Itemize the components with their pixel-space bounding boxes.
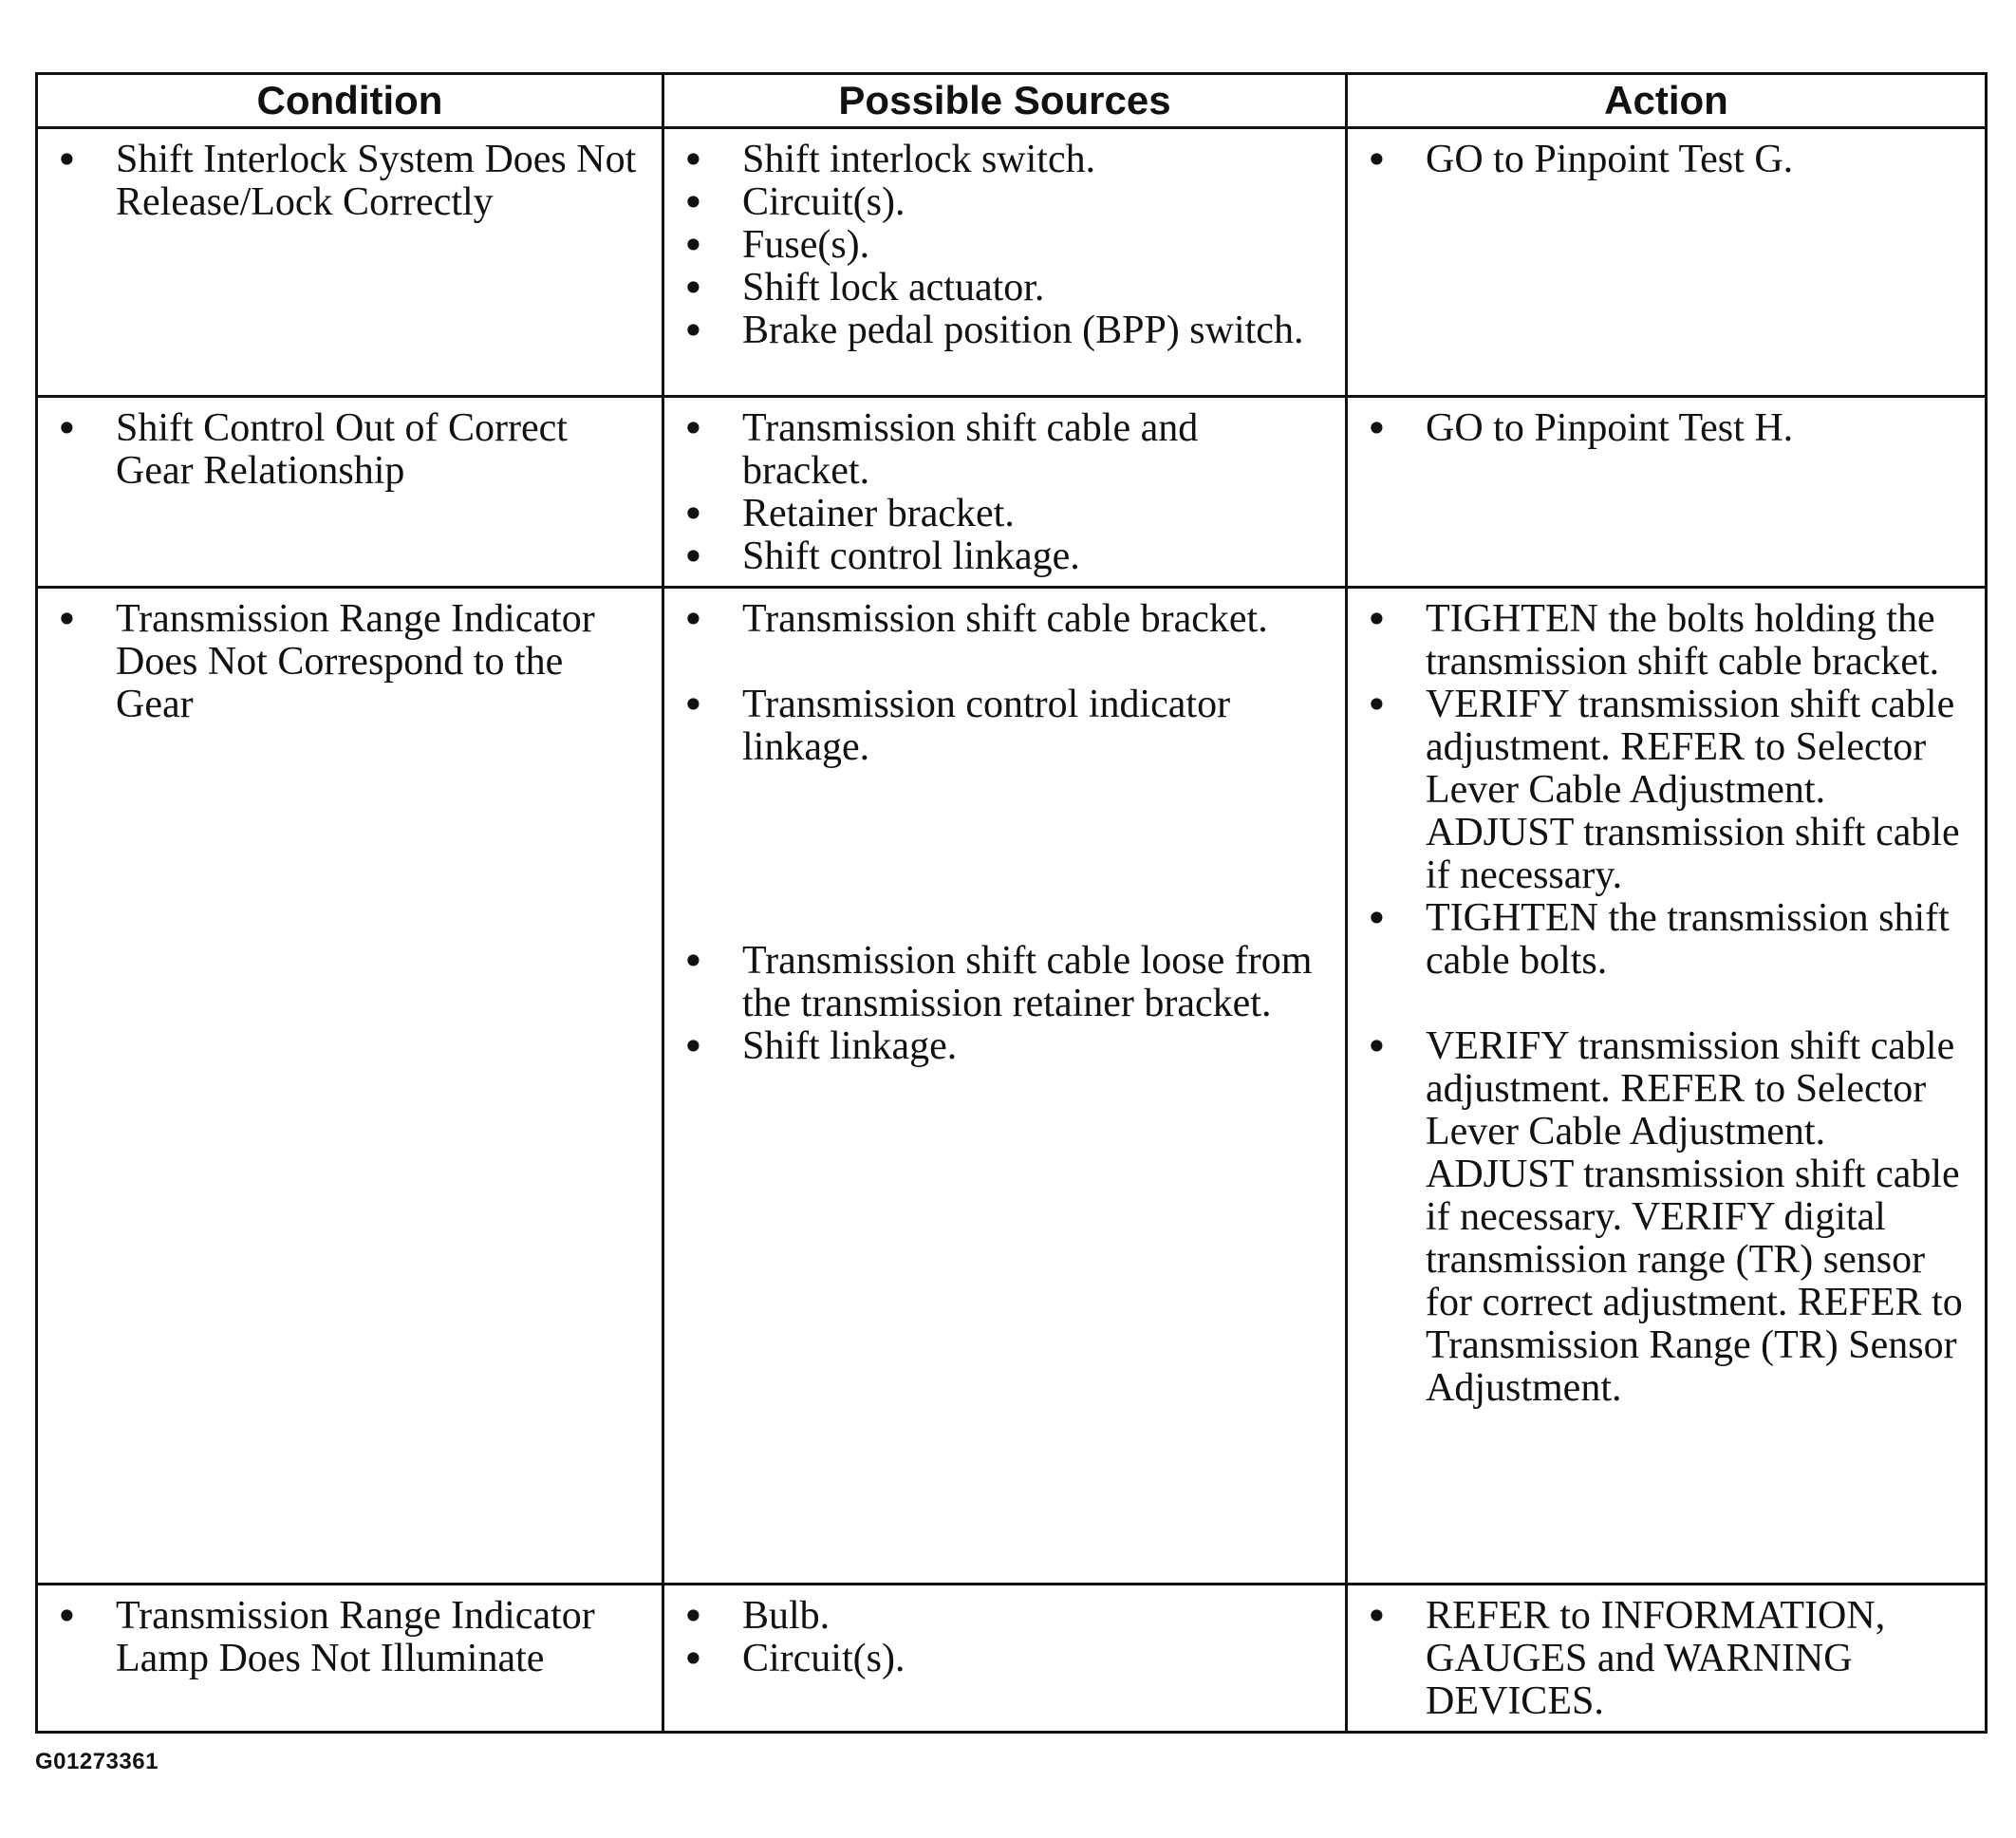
action-text: • VERIFY transmission shift cable adjustment. REFER to Selector Lever Cable Adjustment. [1426, 1024, 1955, 1153]
diagnosis-table [35, 72, 1988, 1734]
table-row [37, 128, 1987, 397]
condition-text: • Transmission Range Indicator Does Not Correspond to the Gear [55, 598, 643, 726]
header-row [37, 74, 1987, 128]
action-cell [1347, 1585, 1987, 1733]
condition-cell [37, 588, 663, 1585]
source-item: • Circuit(s). [681, 181, 1326, 224]
action-item: • GO to Pinpoint Test H. [1365, 407, 1966, 450]
action-cell [1347, 128, 1987, 397]
action-item [1365, 1025, 1966, 1410]
source-item: • Shift linkage. [681, 1025, 1326, 1068]
source-item: • Brake pedal position (BPP) switch. [681, 309, 1326, 352]
action-item: • REFER to INFORMATION, GAUGES and WARNING DEVICES. [1365, 1595, 1966, 1723]
source-item: • Transmission shift cable and bracket. [681, 407, 1326, 493]
sources-cell [663, 1585, 1347, 1733]
source-item: • Transmission shift cable bracket. [681, 598, 1326, 641]
sources-cell [663, 128, 1347, 397]
condition-text: • Transmission Range Indicator Lamp Does Not Illuminate [55, 1595, 643, 1680]
action-item: • TIGHTEN the transmission shift cable bolts. [1365, 897, 1966, 983]
table-row [37, 1585, 1987, 1733]
source-item: • Retainer bracket. [681, 493, 1326, 535]
condition-cell [37, 128, 663, 397]
source-item: • Bulb. [681, 1595, 1326, 1638]
header-action: Action [1347, 74, 1987, 128]
action-item: • TIGHTEN the bolts holding the transmission shift cable bracket. [1365, 598, 1966, 684]
figure-id: G01273361 [35, 1749, 159, 1774]
action-cell [1347, 588, 1987, 1585]
source-item: • Shift control linkage. [681, 535, 1326, 578]
condition-text: • Shift Control Out of Correct Gear Relationship [55, 407, 643, 493]
header-possible-sources: Possible Sources [663, 74, 1347, 128]
source-item: • Fuse(s). [681, 224, 1326, 267]
source-item: • Shift interlock switch. [681, 139, 1326, 181]
condition-text: • Shift Interlock System Does Not Release/Lock Correctly [55, 139, 643, 224]
sources-cell [663, 588, 1347, 1585]
source-item: • Transmission shift cable loose from the transmission retainer bracket. [681, 940, 1326, 1025]
table-row [37, 397, 1987, 588]
action-cell [1347, 397, 1987, 588]
action-text: ADJUST transmission shift cable if necessary. [1426, 811, 1960, 897]
table-row [37, 588, 1987, 1585]
header-condition: Condition [37, 74, 663, 128]
condition-cell [37, 1585, 663, 1733]
condition-cell [37, 397, 663, 588]
source-item: • Transmission control indicator linkage. [681, 684, 1326, 769]
action-item: • GO to Pinpoint Test G. [1365, 139, 1966, 181]
source-item: • Circuit(s). [681, 1638, 1326, 1680]
sources-cell [663, 397, 1347, 588]
action-text: • VERIFY transmission shift cable adjustment. REFER to Selector Lever Cable Adjustment. [1426, 683, 1955, 812]
action-item [1365, 684, 1966, 897]
action-text: ADJUST transmission shift cable if necessary. VERIFY digital transmission range (TR) sensor for correct adjustment. REFER to Transmission Range (TR) Sensor Adjustment. [1426, 1153, 1963, 1410]
source-item: • Shift lock actuator. [681, 267, 1326, 309]
